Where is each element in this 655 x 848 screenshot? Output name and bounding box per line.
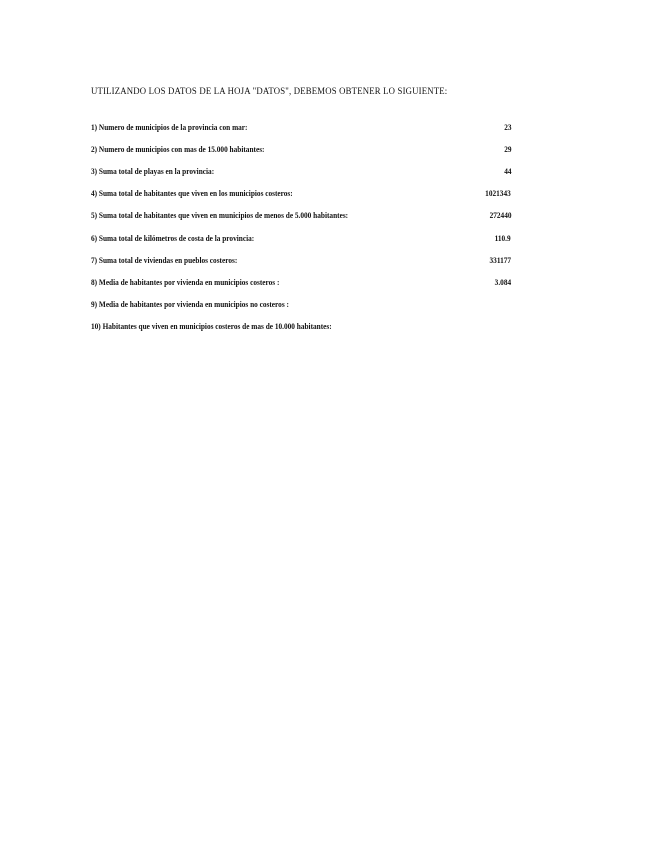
- document-heading: UTILIZANDO LOS DATOS DE LA HOJA "DATOS", DEBEMOS OBTENER LO SIGUIENTE:: [91, 87, 448, 97]
- question-label: 2) Numero de municipios con mas de 15.000 habitantes:: [91, 144, 265, 154]
- question-label: 4) Suma total de habitantes que viven en los municipios costeros:: [91, 188, 293, 198]
- question-row-4: [91, 187, 511, 199]
- question-row-10: [91, 320, 511, 332]
- question-label: 1) Numero de municipios de la provincia con mar:: [91, 122, 248, 132]
- question-row-1: [91, 121, 511, 133]
- question-label: 10) Habitantes que viven en municipios costeros de mas de 10.000 habitantes:: [91, 321, 332, 331]
- answer-value: 1021343: [485, 188, 511, 198]
- question-row-7: [91, 254, 511, 266]
- question-label: 5) Suma total de habitantes que viven en municipios de menos de 5.000 habitantes:: [91, 210, 349, 220]
- question-row-9: [91, 298, 511, 310]
- answer-value: 272440: [489, 210, 511, 220]
- answer-value: 44: [503, 166, 511, 176]
- question-row-3: [91, 165, 511, 177]
- question-label: 7) Suma total de viviendas en pueblos costeros:: [91, 255, 238, 265]
- answer-value: 331177: [489, 255, 511, 265]
- answer-value: 23: [503, 122, 511, 132]
- question-label: 8) Media de habitantes por vivienda en municipios costeros :: [91, 277, 280, 287]
- question-label: 3) Suma total de playas en la provincia:: [91, 166, 215, 176]
- answer-value: 110.9: [494, 233, 511, 243]
- question-label: 6) Suma total de kilómetros de costa de la provincia:: [91, 233, 255, 243]
- question-row-2: [91, 143, 511, 155]
- question-row-6: [91, 232, 511, 244]
- question-row-8: [91, 276, 511, 288]
- question-row-5: [91, 209, 511, 221]
- answer-value: 29: [503, 144, 511, 154]
- answer-value: 3.084: [494, 277, 511, 287]
- question-label: 9) Media de habitantes por vivienda en municipios no costeros :: [91, 299, 289, 309]
